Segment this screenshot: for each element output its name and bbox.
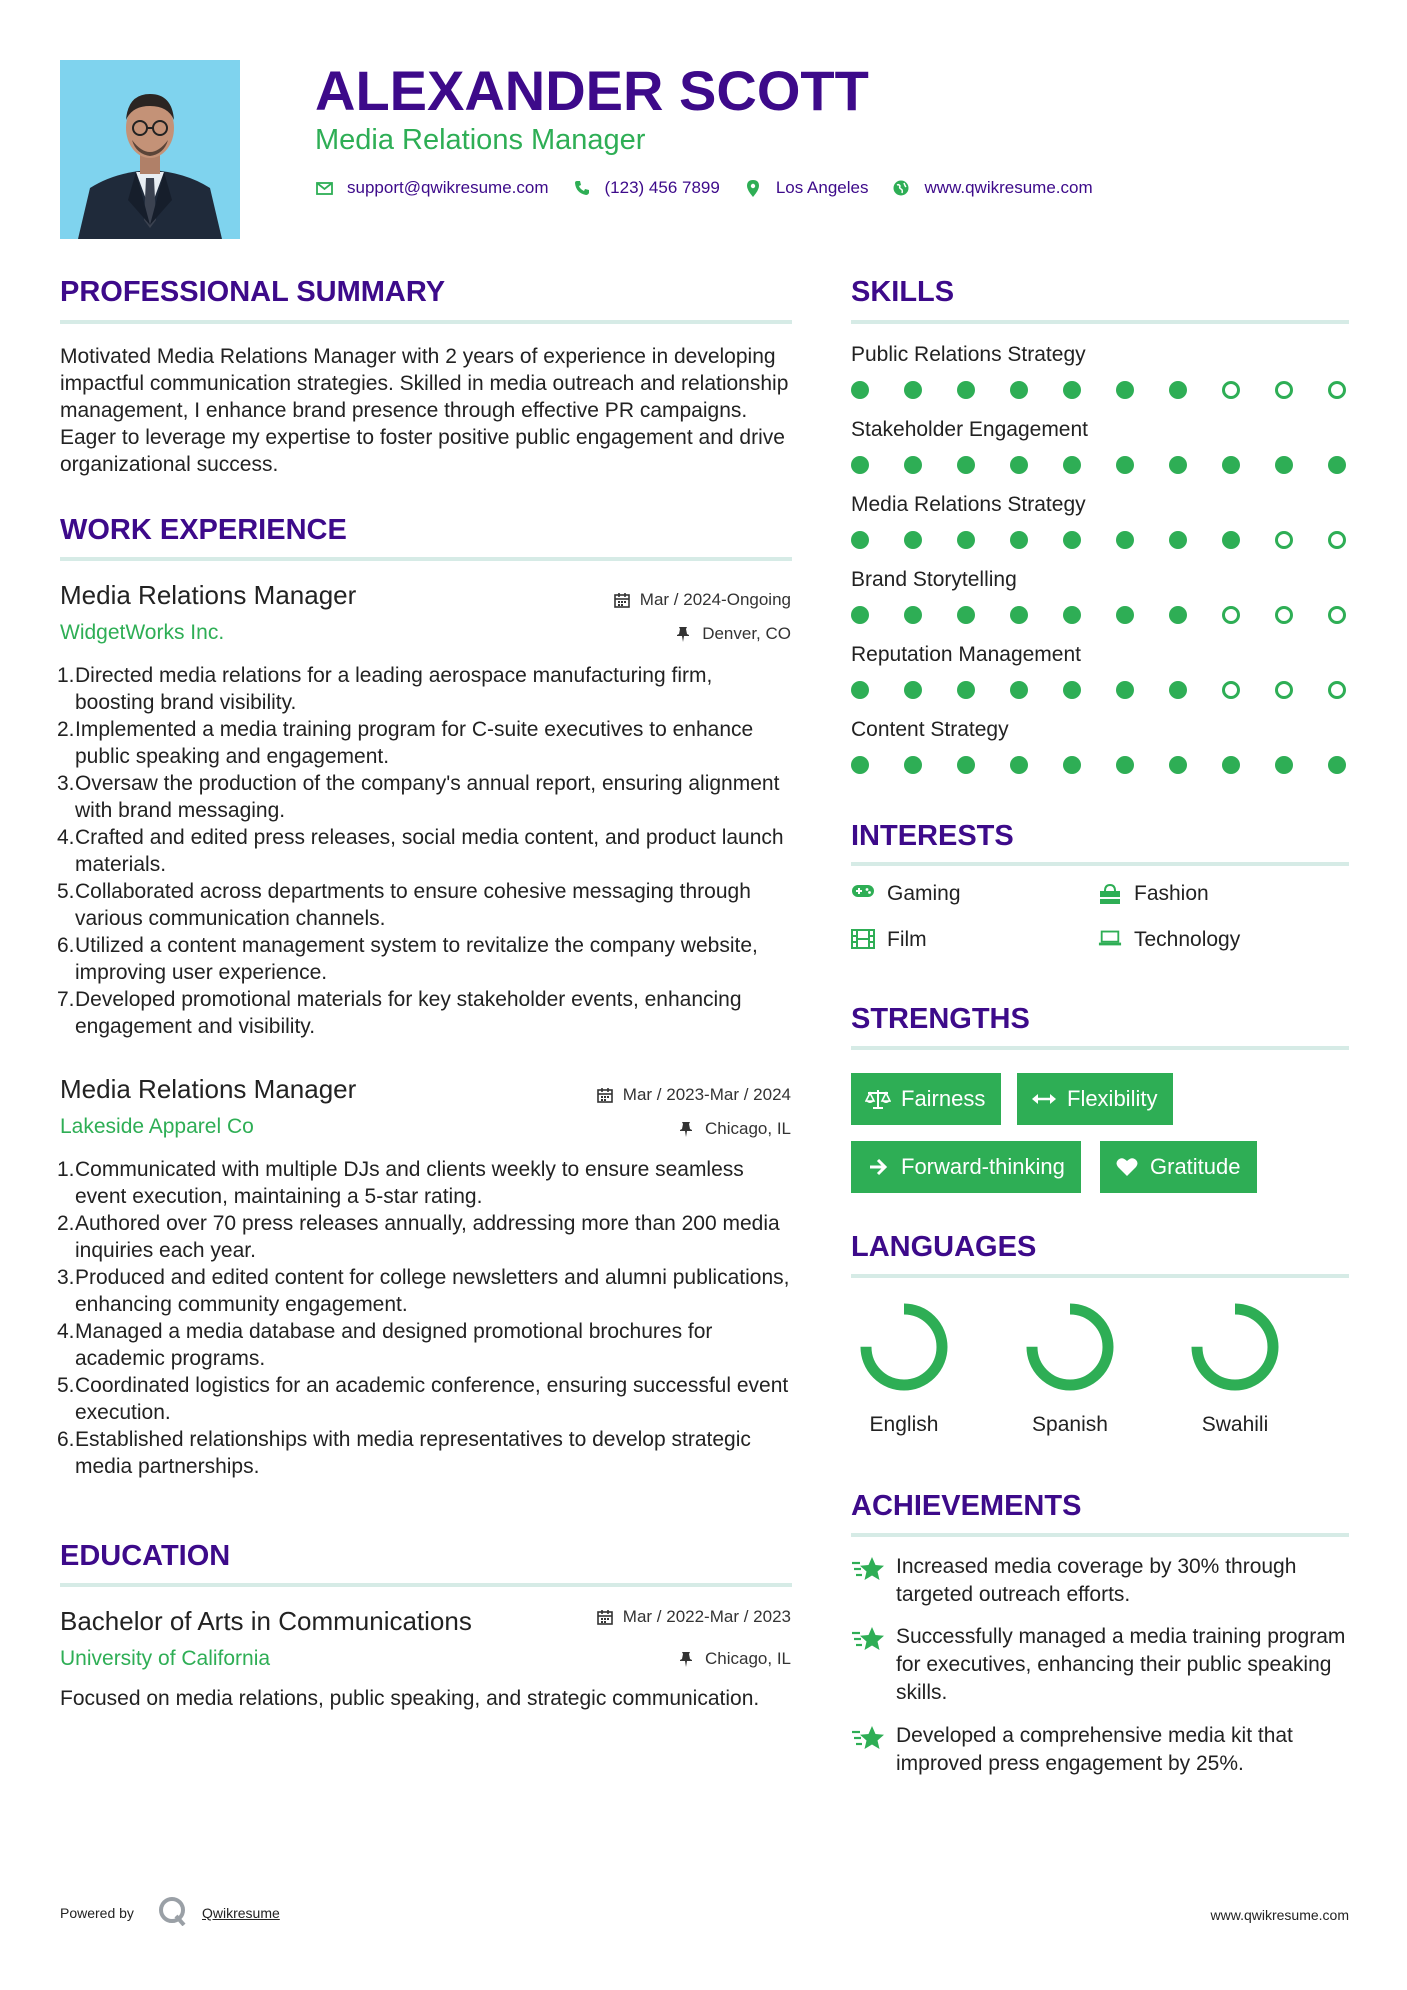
languages-heading: LANGUAGES: [851, 1231, 1037, 1263]
language-level-arc: [1197, 1309, 1273, 1385]
star-icon: [851, 1724, 885, 1754]
interest-fashion: [1098, 882, 1209, 906]
list-item-text: Managed a media database and designed promotional brochures for academic programs.: [75, 1320, 713, 1370]
rating-dot-filled: [1010, 681, 1028, 699]
footer-url[interactable]: www.qwikresume.com: [1210, 1907, 1349, 1923]
rating-dot-empty: [1222, 606, 1240, 624]
achievement-text: Developed a comprehensive media kit that improved press engagement by 25%.: [896, 1724, 1293, 1775]
education-description: Focused on media relations, public speaking, and strategic communication.: [60, 1687, 760, 1710]
rating-dot-filled: [904, 531, 922, 549]
summary-heading: PROFESSIONAL SUMMARY: [60, 276, 446, 308]
strength-label: Flexibility: [1067, 1086, 1158, 1111]
skill-rating: [851, 379, 1351, 401]
rating-dot-filled: [1169, 531, 1187, 549]
rating-dot-filled: [1169, 756, 1187, 774]
job-location-text: Chicago, IL: [705, 1119, 791, 1138]
list-item: [57, 1156, 797, 1210]
skills-divider: [851, 320, 1349, 324]
list-item: [57, 1426, 797, 1480]
skill-name: Content Strategy: [851, 718, 1009, 741]
job-responsibilities: [57, 662, 797, 1040]
strength-label: Fairness: [901, 1086, 986, 1111]
list-item-text: Crafted and edited press releases, social media content, and product launch materials.: [75, 826, 784, 876]
rating-dot-filled: [851, 381, 869, 399]
list-item: [57, 1264, 797, 1318]
rating-dot-filled: [1275, 456, 1293, 474]
envelope-icon: [315, 179, 333, 197]
list-item-text: Collaborated across departments to ensure cohesive messaging through various communication channels.: [75, 880, 751, 930]
rating-dot-empty: [1328, 606, 1346, 624]
list-item: [57, 1372, 797, 1426]
rating-dot-filled: [1116, 681, 1134, 699]
achievement-item: [851, 1722, 1361, 1778]
education-location-text: Chicago, IL: [705, 1649, 791, 1668]
powered-by-label: Powered by: [60, 1905, 134, 1921]
rating-dot-filled: [851, 456, 869, 474]
shopping-bag-icon: [1098, 883, 1122, 905]
list-number: 4.: [57, 826, 75, 849]
rating-dot-filled: [1169, 381, 1187, 399]
star-icon: [851, 1625, 885, 1655]
languages-divider: [851, 1274, 1349, 1278]
strength-badge: [851, 1141, 1081, 1193]
rating-dot-filled: [957, 531, 975, 549]
list-item: [57, 770, 797, 824]
contact-phone[interactable]: [573, 178, 720, 198]
arrow-right-icon: [865, 1156, 891, 1178]
skill-rating: [851, 754, 1351, 776]
list-item-text: Directed media relations for a leading aerospace manufacturing firm, boosting brand visibility.: [75, 664, 713, 714]
list-number: 7.: [57, 988, 75, 1011]
rating-dot-filled: [851, 606, 869, 624]
achievement-text: Increased media coverage by 30% through targeted outreach efforts.: [896, 1555, 1297, 1606]
rating-dot-filled: [904, 681, 922, 699]
rating-dot-empty: [1328, 531, 1346, 549]
rating-dot-filled: [851, 681, 869, 699]
rating-dot-empty: [1275, 531, 1293, 549]
calendar-icon: [597, 1609, 613, 1625]
rating-dot-filled: [1116, 456, 1134, 474]
pushpin-icon: [679, 1651, 695, 1667]
rating-dot-empty: [1222, 381, 1240, 399]
rating-dot-filled: [957, 756, 975, 774]
rating-dot-filled: [1063, 756, 1081, 774]
list-item-text: Utilized a content management system to revitalize the company website, improving user experience.: [75, 934, 758, 984]
list-item-text: Developed promotional materials for key stakeholder events, enhancing engagement and visibility.: [75, 988, 742, 1038]
list-item-text: Established relationships with media representatives to develop strategic media partnerships.: [75, 1428, 751, 1478]
rating-dot-empty: [1328, 681, 1346, 699]
job-responsibilities: [57, 1156, 797, 1480]
skill-rating: [851, 604, 1351, 626]
list-number: 2.: [57, 1212, 75, 1235]
job-location-text: Denver, CO: [702, 624, 791, 643]
strengths-divider: [851, 1046, 1349, 1050]
strength-badge: [851, 1073, 1001, 1125]
rating-dot-filled: [1063, 531, 1081, 549]
achievements-divider: [851, 1533, 1349, 1537]
list-number: 1.: [57, 1158, 75, 1181]
list-number: 2.: [57, 718, 75, 741]
rating-dot-filled: [904, 606, 922, 624]
qwikresume-link[interactable]: Qwikresume: [202, 1905, 280, 1921]
skill-name: Media Relations Strategy: [851, 493, 1086, 516]
language-level-ring: [1025, 1302, 1115, 1392]
rating-dot-filled: [1169, 456, 1187, 474]
work-heading: WORK EXPERIENCE: [60, 514, 347, 546]
strength-label: Gratitude: [1150, 1154, 1241, 1179]
rating-dot-filled: [957, 606, 975, 624]
list-item: [57, 1210, 797, 1264]
achievement-text: Successfully managed a media training program for executives, enhancing their public speaking skills.: [896, 1625, 1346, 1704]
language-name: Swahili: [1201, 1413, 1269, 1436]
rating-dot-filled: [904, 756, 922, 774]
gamepad-icon: [851, 883, 875, 905]
list-number: 4.: [57, 1320, 75, 1343]
job-dates-text: Mar / 2024-Ongoing: [639, 590, 791, 609]
job-location: [676, 624, 791, 644]
qwikresume-logo-icon: [158, 1896, 188, 1926]
rating-dot-filled: [1116, 381, 1134, 399]
rating-dot-filled: [1116, 531, 1134, 549]
language-name: English: [869, 1413, 939, 1436]
interest-label: Film: [887, 928, 927, 951]
website-text: www.qwikresume.com: [924, 178, 1093, 197]
film-icon: [851, 929, 875, 951]
list-item-text: Produced and edited content for college newsletters and alumni publications, enhancing community engagement.: [75, 1266, 790, 1316]
summary-text: Motivated Media Relations Manager with 2 years of experience in developing impactful communication strategies. Skilled in media outreach and relationship management, I enhance brand presence through effective PR campaigns. Eager to leverage my expertise to foster positive public engagement and drive organizational success.: [60, 345, 789, 476]
company-name: WidgetWorks Inc.: [60, 621, 225, 644]
list-item-text: Coordinated logistics for an academic conference, ensuring successful event execution.: [75, 1374, 789, 1424]
achievement-item: [851, 1623, 1361, 1707]
education-dates-text: Mar / 2022-Mar / 2023: [622, 1607, 791, 1626]
education-divider: [60, 1583, 792, 1587]
strength-badge: [1017, 1073, 1173, 1125]
rating-dot-empty: [1275, 681, 1293, 699]
list-number: 6.: [57, 934, 75, 957]
rating-dot-filled: [1010, 531, 1028, 549]
rating-dot-filled: [957, 681, 975, 699]
interest-technology: [1098, 928, 1240, 952]
skill-rating: [851, 529, 1351, 551]
rating-dot-filled: [1169, 681, 1187, 699]
rating-dot-filled: [1010, 756, 1028, 774]
job-title: Media Relations Manager: [60, 1074, 357, 1104]
rating-dot-filled: [904, 381, 922, 399]
list-number: 6.: [57, 1428, 75, 1451]
list-item-text: Communicated with multiple DJs and clients weekly to ensure seamless event execution, maintaining a 5-star rating.: [75, 1158, 744, 1208]
skill-name: Brand Storytelling: [851, 568, 1017, 591]
skills-heading: SKILLS: [851, 276, 955, 308]
language-level-arc: [866, 1309, 942, 1385]
language-level-ring: [1190, 1302, 1280, 1392]
rating-dot-filled: [1222, 456, 1240, 474]
contact-website[interactable]: [892, 178, 1092, 198]
list-item: [57, 878, 797, 932]
location-text: Los Angeles: [775, 178, 869, 197]
list-item: [57, 824, 797, 878]
list-number: 5.: [57, 1374, 75, 1397]
job-dates: [597, 1085, 791, 1105]
job-dates: [614, 590, 791, 610]
rating-dot-filled: [1010, 606, 1028, 624]
list-item: [57, 932, 797, 986]
list-item: [57, 716, 797, 770]
skill-name: Stakeholder Engagement: [851, 418, 1088, 441]
skill-rating: [851, 679, 1351, 701]
candidate-title: Media Relations Manager: [315, 124, 646, 156]
rating-dot-filled: [851, 756, 869, 774]
profile-photo: [60, 60, 240, 239]
list-number: 1.: [57, 664, 75, 687]
interests-heading: INTERESTS: [851, 820, 1014, 852]
rating-dot-filled: [1063, 681, 1081, 699]
language-level-ring: [859, 1302, 949, 1392]
rating-dot-empty: [1328, 381, 1346, 399]
rating-dot-filled: [1222, 531, 1240, 549]
rating-dot-filled: [851, 531, 869, 549]
list-item-text: Implemented a media training program for C-suite executives to enhance public speaking and engagement.: [75, 718, 754, 768]
phone-icon: [573, 179, 591, 197]
rating-dot-empty: [1222, 681, 1240, 699]
rating-dot-filled: [904, 456, 922, 474]
list-item-text: Oversaw the production of the company's annual report, ensuring alignment with brand messaging.: [75, 772, 780, 822]
star-icon: [851, 1555, 885, 1585]
rating-dot-filled: [1116, 756, 1134, 774]
strength-label: Forward-thinking: [901, 1154, 1065, 1179]
achievement-item: [851, 1553, 1361, 1609]
language-name: Spanish: [1032, 1413, 1108, 1436]
job-title: Media Relations Manager: [60, 580, 357, 610]
interest-gaming: [851, 882, 961, 906]
rating-dot-filled: [957, 456, 975, 474]
interest-label: Gaming: [887, 882, 961, 905]
rating-dot-filled: [1116, 606, 1134, 624]
interest-film: [851, 928, 927, 952]
globe-icon: [892, 179, 910, 197]
skill-rating: [851, 454, 1351, 476]
education-location: [679, 1649, 791, 1669]
laptop-icon: [1098, 929, 1122, 951]
contact-location: [744, 178, 869, 198]
interest-label: Fashion: [1134, 882, 1209, 905]
rating-dot-filled: [1328, 456, 1346, 474]
interest-label: Technology: [1134, 928, 1241, 951]
email-text: support@qwikresume.com: [347, 178, 549, 197]
pushpin-icon: [676, 626, 692, 642]
rating-dot-filled: [1010, 381, 1028, 399]
pushpin-icon: [679, 1121, 695, 1137]
achievements-heading: ACHIEVEMENTS: [851, 1490, 1082, 1522]
interests-divider: [851, 862, 1349, 866]
job-dates-text: Mar / 2023-Mar / 2024: [622, 1085, 791, 1104]
skill-name: Public Relations Strategy: [851, 343, 1086, 366]
strength-badge: [1100, 1141, 1257, 1193]
list-number: 3.: [57, 772, 75, 795]
balance-scale-icon: [865, 1088, 891, 1110]
list-item-text: Authored over 70 press releases annually, addressing more than 200 media inquiries each year.: [75, 1212, 780, 1262]
rating-dot-filled: [1063, 381, 1081, 399]
calendar-icon: [597, 1087, 613, 1103]
contact-email[interactable]: [315, 178, 549, 198]
rating-dot-filled: [1063, 456, 1081, 474]
degree-title: Bachelor of Arts in Communications: [60, 1606, 472, 1636]
rating-dot-filled: [957, 381, 975, 399]
rating-dot-empty: [1275, 381, 1293, 399]
rating-dot-filled: [1063, 606, 1081, 624]
school-name: University of California: [60, 1647, 271, 1670]
list-item: [57, 662, 797, 716]
work-divider: [60, 557, 792, 561]
rating-dot-filled: [1169, 606, 1187, 624]
calendar-icon: [614, 592, 630, 608]
education-dates: [597, 1607, 791, 1627]
company-name: Lakeside Apparel Co: [60, 1115, 254, 1138]
map-marker-icon: [744, 179, 762, 197]
list-number: 3.: [57, 1266, 75, 1289]
summary-divider: [60, 320, 792, 324]
phone-text: (123) 456 7899: [604, 178, 720, 197]
rating-dot-filled: [1275, 756, 1293, 774]
heart-icon: [1114, 1156, 1140, 1178]
rating-dot-filled: [1010, 456, 1028, 474]
rating-dot-empty: [1275, 606, 1293, 624]
rating-dot-filled: [1328, 756, 1346, 774]
contact-bar: [315, 178, 1117, 198]
language-level-arc: [1032, 1309, 1108, 1385]
strengths-heading: STRENGTHS: [851, 1003, 1030, 1035]
rating-dot-filled: [1222, 756, 1240, 774]
list-number: 5.: [57, 880, 75, 903]
skill-name: Reputation Management: [851, 643, 1081, 666]
arrows-horizontal-icon: [1031, 1088, 1057, 1110]
candidate-name: ALEXANDER SCOTT: [315, 59, 869, 122]
job-location: [679, 1119, 791, 1139]
education-heading: EDUCATION: [60, 1540, 231, 1572]
list-item: [57, 1318, 797, 1372]
list-item: [57, 986, 797, 1040]
